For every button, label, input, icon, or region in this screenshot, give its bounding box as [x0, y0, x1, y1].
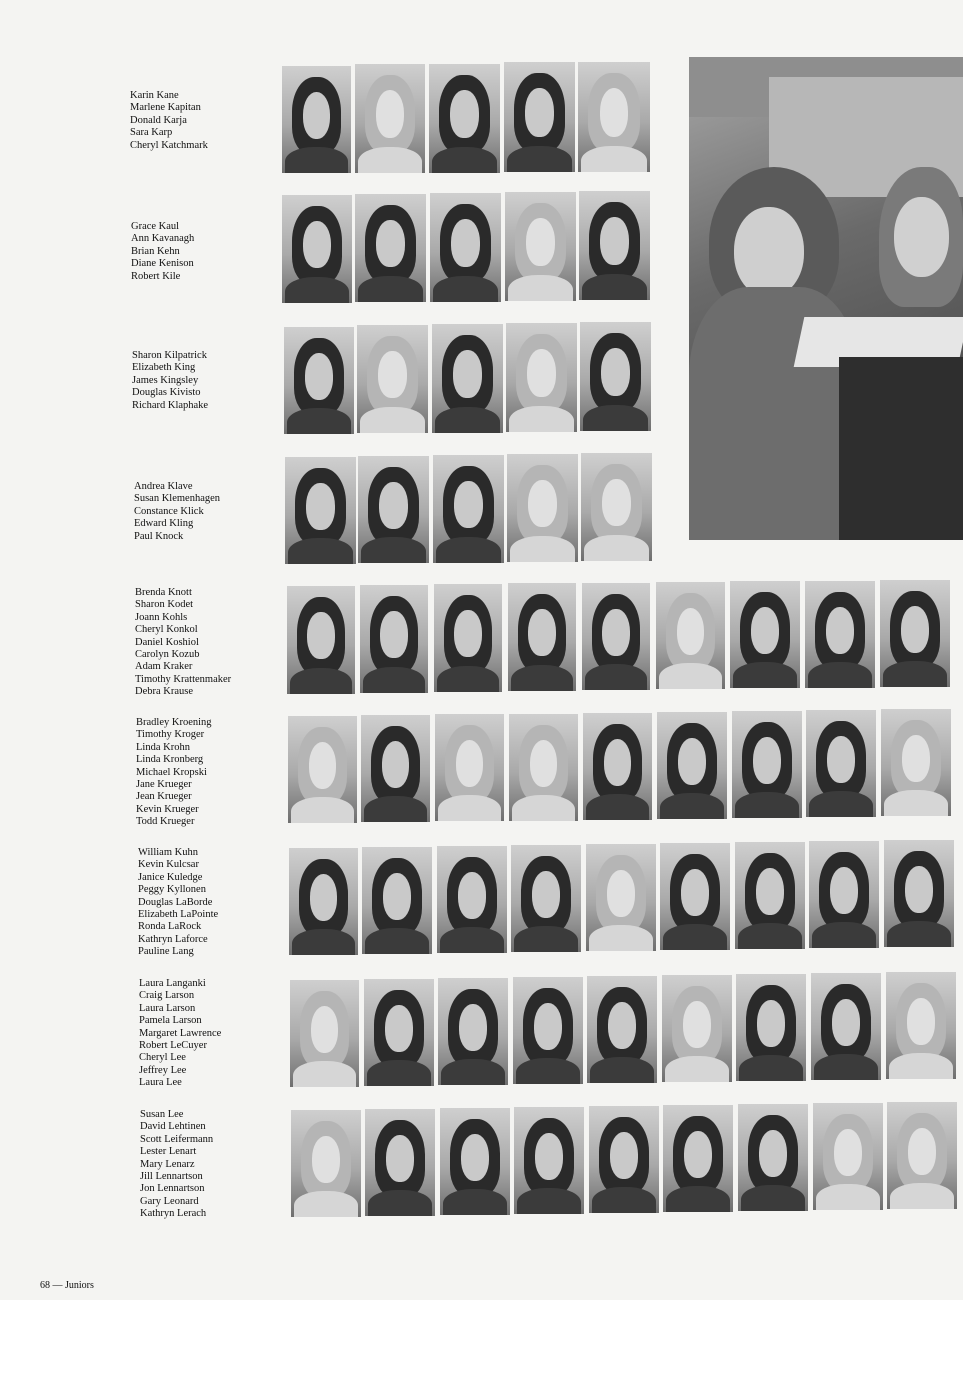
student-portrait	[578, 62, 650, 172]
name-list-4	[134, 481, 220, 543]
name-list-8	[139, 978, 221, 1090]
student-name: Robert LeCuyer	[139, 1040, 207, 1052]
student-portrait	[589, 1106, 659, 1213]
student-name: Laura Langanki	[139, 978, 206, 989]
student-name: Susan Klemenhagen	[134, 493, 221, 505]
student-portrait	[288, 716, 357, 823]
student-portrait	[579, 191, 650, 300]
student-name: Brenda Knott	[135, 587, 192, 598]
student-name: Jon Lennartson	[140, 1183, 205, 1195]
student-name: Margaret Lawrence	[139, 1027, 222, 1039]
student-portrait	[813, 1103, 883, 1210]
student-name: Douglas Kivisto	[132, 387, 201, 399]
student-name: Jean Krueger	[136, 791, 192, 803]
student-name: Gary Leonard	[140, 1195, 199, 1207]
student-name: Diane Kenison	[131, 258, 194, 270]
student-portrait	[809, 841, 879, 948]
student-portrait	[507, 454, 578, 562]
student-portrait	[285, 457, 356, 564]
student-name: Kevin Krueger	[136, 803, 199, 815]
student-name: Scott Leifermann	[140, 1133, 214, 1145]
student-portrait	[440, 1108, 510, 1215]
student-portrait	[508, 583, 576, 691]
name-list-6	[136, 717, 212, 829]
student-portrait	[430, 193, 501, 302]
student-name: Cheryl Konkol	[135, 624, 198, 636]
page-footer: 68 — Juniors	[40, 1280, 94, 1291]
student-portrait	[287, 586, 355, 694]
student-name: Donald Karja	[130, 114, 187, 126]
student-name: Sharon Kilpatrick	[132, 350, 207, 361]
student-portrait	[282, 195, 352, 303]
student-portrait	[738, 1104, 808, 1211]
student-name: Jill Lennartson	[140, 1171, 203, 1183]
student-portrait	[811, 973, 881, 1080]
student-portrait	[364, 979, 434, 1086]
student-portrait	[587, 976, 657, 1083]
student-name: Constance Klick	[134, 505, 204, 517]
student-portrait	[438, 978, 508, 1085]
student-name: Laura Lee	[139, 1077, 182, 1089]
student-portrait	[362, 847, 432, 954]
student-portrait	[514, 1107, 584, 1214]
student-portrait	[732, 711, 802, 818]
student-name: Robert Kile	[131, 270, 181, 282]
student-portrait	[289, 848, 358, 955]
student-name: Michael Kropski	[136, 766, 207, 778]
student-name: Laura Larson	[139, 1002, 196, 1014]
student-name: Peggy Kyllonen	[138, 884, 206, 896]
student-name: Cheryl Lee	[139, 1052, 186, 1064]
student-name: Andrea Klave	[134, 481, 193, 492]
student-portrait	[434, 584, 502, 692]
student-name: Cheryl Katchmark	[130, 139, 208, 151]
student-name: Pamela Larson	[139, 1015, 202, 1027]
student-name: Carolyn Kozub	[135, 649, 200, 661]
student-portrait	[886, 972, 956, 1079]
student-portrait	[355, 194, 426, 302]
student-portrait	[581, 453, 652, 561]
student-name: Adam Kraker	[135, 661, 193, 673]
student-portrait	[805, 581, 875, 688]
student-portrait	[432, 324, 503, 433]
student-portrait	[884, 840, 954, 947]
student-portrait	[736, 974, 806, 1081]
student-portrait	[509, 714, 578, 821]
student-name: Linda Krohn	[136, 741, 190, 753]
student-name: Marlene Kapitan	[130, 102, 201, 114]
name-list-3	[132, 350, 208, 412]
student-name: Janice Kuledge	[138, 871, 203, 883]
student-portrait	[355, 64, 425, 173]
student-portrait	[435, 714, 504, 821]
student-name: Jeffrey Lee	[139, 1064, 187, 1076]
bottom-band	[0, 1300, 963, 1390]
student-portrait	[806, 710, 876, 817]
student-name: David Lehtinen	[140, 1121, 206, 1133]
student-portrait	[880, 580, 950, 687]
name-list-9	[140, 1109, 213, 1221]
student-portrait	[887, 1102, 957, 1209]
student-name: Lester Lenart	[140, 1146, 197, 1158]
student-portrait	[663, 1105, 733, 1212]
student-name: Daniel Koshiol	[135, 636, 199, 648]
student-name: James Kingsley	[132, 374, 199, 386]
name-list-2	[131, 221, 194, 283]
student-name: Mary Lenarz	[140, 1158, 195, 1170]
student-portrait	[358, 456, 429, 563]
name-list-1	[130, 90, 208, 152]
student-portrait	[881, 709, 951, 816]
student-name: Kevin Kulcsar	[138, 859, 199, 871]
student-name: Ann Kavanagh	[131, 233, 195, 245]
student-portrait	[357, 325, 428, 433]
student-name: Grace Kaul	[131, 221, 180, 232]
student-portrait	[429, 64, 500, 173]
student-portrait	[506, 323, 577, 432]
student-portrait	[505, 192, 576, 301]
student-portrait	[360, 585, 428, 693]
student-portrait	[735, 842, 805, 949]
student-name: Pauline Lang	[138, 946, 194, 958]
student-name: Richard Klaphake	[132, 399, 209, 411]
student-name: Debra Krause	[135, 686, 194, 698]
student-portrait	[730, 581, 800, 688]
student-portrait	[586, 844, 656, 951]
student-name: Elizabeth King	[132, 362, 196, 374]
student-name: Kathryn Laforce	[138, 933, 208, 945]
student-name: Edward Kling	[134, 518, 194, 530]
student-portrait	[361, 715, 430, 822]
student-portrait	[284, 327, 354, 434]
student-name: Jane Krueger	[136, 779, 192, 791]
student-name: Craig Larson	[139, 990, 195, 1002]
student-portrait	[660, 843, 730, 950]
student-name: Susan Lee	[140, 1109, 184, 1120]
student-name: Brian Kehn	[131, 245, 180, 257]
student-name: Sara Karp	[130, 127, 173, 139]
student-portrait	[583, 713, 652, 820]
student-name: Sharon Kodet	[135, 599, 194, 611]
student-portrait	[290, 980, 359, 1087]
student-name: Karin Kane	[130, 90, 179, 101]
classroom-candid-photo	[689, 57, 963, 540]
student-portrait	[437, 846, 507, 953]
student-portrait	[433, 455, 504, 563]
student-name: Bradley Kroening	[136, 717, 212, 728]
student-name: Todd Krueger	[136, 816, 195, 828]
student-name: Joann Kohls	[135, 611, 188, 623]
student-portrait	[513, 977, 583, 1084]
student-portrait	[504, 62, 575, 172]
name-list-5	[135, 587, 231, 699]
student-name: Kathryn Lerach	[140, 1208, 207, 1220]
student-name: Timothy Kroger	[136, 729, 205, 741]
student-name: Douglas LaBorde	[138, 896, 213, 908]
student-name: Ronda LaRock	[138, 921, 202, 933]
student-portrait	[282, 66, 351, 173]
student-name: Linda Kronberg	[136, 754, 204, 766]
name-list-7	[138, 847, 218, 959]
student-name: William Kuhn	[138, 847, 198, 858]
student-portrait	[511, 845, 581, 952]
student-portrait	[365, 1109, 435, 1216]
student-portrait	[582, 583, 650, 690]
student-portrait	[580, 322, 651, 431]
student-name: Timothy Krattenmaker	[135, 673, 232, 685]
student-portrait	[656, 582, 725, 689]
student-portrait	[662, 975, 732, 1082]
student-portrait	[657, 712, 727, 819]
student-portrait	[291, 1110, 361, 1217]
student-name: Elizabeth LaPointe	[138, 909, 219, 921]
student-name: Paul Knock	[134, 530, 184, 542]
